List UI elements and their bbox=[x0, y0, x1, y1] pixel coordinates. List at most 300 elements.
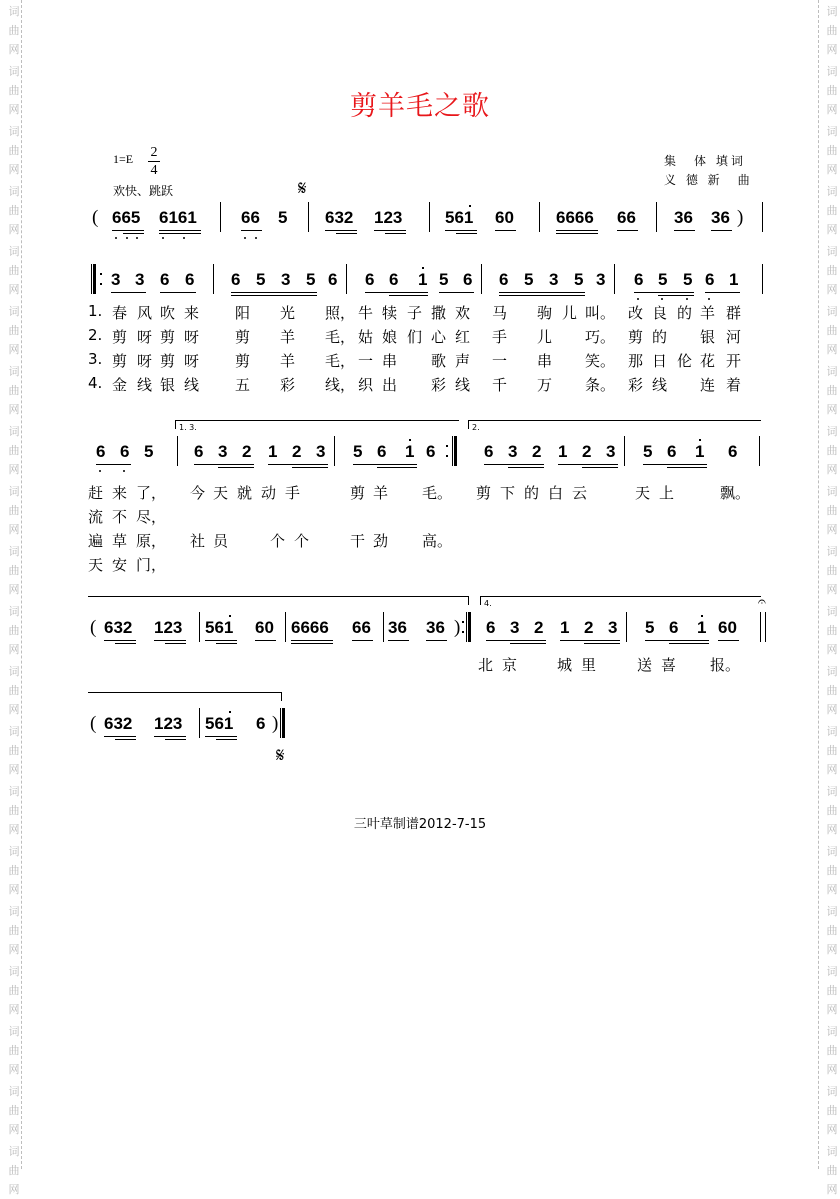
lyric-char: 改 bbox=[628, 304, 644, 322]
watermark-text: 词 曲 网 bbox=[826, 425, 838, 476]
lyric-char: 呀 bbox=[137, 352, 153, 370]
repeat-end-barline bbox=[466, 612, 471, 642]
note: 66 bbox=[617, 208, 636, 227]
time-signature-top: 2 bbox=[150, 145, 158, 160]
lyric-char: 娘 bbox=[382, 328, 398, 346]
watermark-text: 词 曲 网 bbox=[826, 965, 838, 1016]
note: 5 bbox=[524, 270, 534, 289]
fermata-icon: 𝄐 bbox=[758, 594, 766, 610]
lyric-char: 儿 bbox=[562, 304, 578, 322]
beam-line bbox=[352, 640, 373, 641]
note: 5 bbox=[658, 270, 668, 289]
lyric-char: 条。 bbox=[585, 376, 616, 394]
lyric-char: 剪 bbox=[160, 352, 176, 370]
watermark-text: 词 曲 网 bbox=[8, 125, 20, 176]
note: 66 bbox=[352, 618, 371, 637]
lyric-char: 万 bbox=[537, 376, 553, 394]
beam-line bbox=[154, 736, 186, 737]
note: 6666 bbox=[556, 208, 594, 227]
beam-line-2 bbox=[584, 643, 620, 644]
beam-line bbox=[645, 640, 709, 641]
beam-line bbox=[439, 292, 474, 293]
lyric-char: 红 bbox=[455, 328, 471, 346]
watermark-text: 词 曲 网 bbox=[826, 245, 838, 296]
lyric-char: 来 bbox=[112, 484, 128, 502]
note: 1 bbox=[268, 442, 278, 461]
segno-icon-end: 𝄋 bbox=[276, 743, 285, 767]
note: 632 bbox=[104, 618, 133, 637]
lyric-char: 呀 bbox=[184, 352, 200, 370]
high-octave-dot bbox=[409, 439, 411, 441]
note: 6 bbox=[499, 270, 509, 289]
beam-line-2 bbox=[115, 643, 136, 644]
lyric-char: 就 bbox=[237, 484, 253, 502]
lyric-char: 剪 bbox=[350, 484, 366, 502]
lyric-char: 报。 bbox=[710, 656, 741, 674]
lyric-char: 高。 bbox=[422, 532, 453, 550]
barline bbox=[624, 436, 625, 466]
beam-line-2 bbox=[556, 233, 598, 234]
beam-line-2 bbox=[165, 739, 186, 740]
beam-line-2 bbox=[216, 739, 237, 740]
verse-number: 2. bbox=[88, 326, 103, 344]
note: 6 bbox=[185, 270, 195, 289]
lyric-char: 干 bbox=[350, 532, 366, 550]
watermark-text: 词 曲 网 bbox=[8, 1085, 20, 1136]
lyric-char: 羊 bbox=[280, 352, 296, 370]
beam-line-2 bbox=[165, 643, 186, 644]
beam-line-2 bbox=[377, 467, 417, 468]
repeat-dot bbox=[462, 621, 464, 623]
segno-icon: 𝄋 bbox=[298, 176, 307, 200]
note: 5 bbox=[574, 270, 584, 289]
beam-line bbox=[231, 292, 317, 293]
barline bbox=[199, 708, 200, 738]
tempo-marking: 欢快、跳跃 bbox=[113, 184, 174, 198]
lyric-char: 手 bbox=[492, 328, 508, 346]
note: 123 bbox=[154, 618, 183, 637]
lyric-char: 原， bbox=[136, 532, 167, 550]
barline bbox=[220, 202, 221, 232]
lyric-char: 光 bbox=[280, 304, 296, 322]
barline bbox=[762, 264, 763, 294]
lyric-char: 个 bbox=[294, 532, 310, 550]
low-octave-dot bbox=[661, 298, 663, 300]
beam-line bbox=[159, 230, 201, 231]
note: 6 bbox=[484, 442, 494, 461]
lyric-char: 阳 bbox=[235, 304, 251, 322]
lyric-char: 撒 bbox=[431, 304, 447, 322]
key-signature: 1=E bbox=[113, 152, 134, 166]
watermark-text: 词 曲 网 bbox=[8, 65, 20, 116]
note: 6 bbox=[389, 270, 399, 289]
parenthesis: ( bbox=[90, 617, 97, 638]
lyric-char: 线 bbox=[455, 376, 471, 394]
barline bbox=[334, 436, 335, 466]
note: 123 bbox=[154, 714, 183, 733]
lyric-char: 彩 bbox=[628, 376, 644, 394]
note: 3 bbox=[549, 270, 559, 289]
beam-line bbox=[445, 230, 477, 231]
parenthesis: ) bbox=[737, 207, 744, 228]
watermark-text: 词 曲 网 bbox=[8, 5, 20, 56]
watermark-text: 词 曲 网 bbox=[826, 1145, 838, 1196]
lyric-char: 京 bbox=[502, 656, 518, 674]
watermark-text: 词 曲 网 bbox=[826, 1085, 838, 1136]
song-title: 剪羊毛之歌 bbox=[350, 91, 490, 122]
lyric-char: 送 bbox=[637, 656, 653, 674]
lyric-char: 儿 bbox=[537, 328, 553, 346]
lyric-char: 里 bbox=[581, 656, 597, 674]
lyric-char: 线， bbox=[325, 376, 356, 394]
right-margin-dashed-line bbox=[818, 0, 819, 1169]
watermark-text: 词 曲 网 bbox=[826, 305, 838, 356]
repeat-dot bbox=[446, 445, 448, 447]
lyric-char: 门， bbox=[136, 556, 167, 574]
lyric-char: 剪 bbox=[235, 352, 251, 370]
lyric-char: 子 bbox=[407, 304, 423, 322]
note: 5 bbox=[353, 442, 363, 461]
beam-line bbox=[674, 230, 695, 231]
lyric-char: 尽， bbox=[136, 508, 167, 526]
beam-line-2 bbox=[385, 233, 406, 234]
note: 5 bbox=[439, 270, 449, 289]
lyric-char: 社 bbox=[190, 532, 206, 550]
watermark-text: 词 曲 网 bbox=[826, 905, 838, 956]
verse-number: 4. bbox=[88, 374, 103, 392]
beam-line bbox=[154, 640, 186, 641]
final-barline bbox=[280, 708, 285, 738]
note: 632 bbox=[325, 208, 354, 227]
beam-line-2 bbox=[389, 295, 428, 296]
parenthesis: ( bbox=[92, 207, 99, 228]
note: 36 bbox=[711, 208, 730, 227]
lyric-char: 了， bbox=[136, 484, 167, 502]
note: 1 bbox=[405, 442, 415, 461]
barline bbox=[656, 202, 657, 232]
beam-line-2 bbox=[508, 467, 544, 468]
note: 1 bbox=[560, 618, 570, 637]
lyric-char: 剪 bbox=[476, 484, 492, 502]
lyric-char: 安 bbox=[112, 556, 128, 574]
lyric-char: 串 bbox=[382, 352, 398, 370]
note: 6 bbox=[463, 270, 473, 289]
low-octave-dot bbox=[183, 237, 185, 239]
high-octave-dot bbox=[699, 439, 701, 441]
note: 5 bbox=[683, 270, 693, 289]
barline bbox=[539, 202, 540, 232]
beam-line bbox=[160, 292, 196, 293]
lyric-char: 花 bbox=[700, 352, 716, 370]
beam-line-2 bbox=[123, 233, 144, 234]
watermark-text: 词 曲 网 bbox=[8, 725, 20, 776]
volta-bracket-4: 4. bbox=[480, 596, 761, 605]
barline bbox=[626, 612, 627, 642]
lyric-char: 上 bbox=[659, 484, 675, 502]
barline bbox=[199, 612, 200, 642]
verse-number: 1. bbox=[88, 302, 103, 320]
watermark-text: 词 曲 网 bbox=[826, 665, 838, 716]
lyric-char: 犊 bbox=[382, 304, 398, 322]
low-octave-dot bbox=[126, 237, 128, 239]
beam-line-2 bbox=[667, 467, 707, 468]
beam-line bbox=[711, 230, 732, 231]
lyricist-credit: 集 体 填词 bbox=[664, 154, 746, 168]
note: 632 bbox=[104, 714, 133, 733]
low-octave-dot bbox=[708, 298, 710, 300]
note: 6 bbox=[120, 442, 130, 461]
beam-line-2 bbox=[218, 467, 254, 468]
lyric-char: 今 bbox=[190, 484, 206, 502]
note: 665 bbox=[112, 208, 141, 227]
lyric-char: 银 bbox=[700, 328, 716, 346]
lyric-char: 们 bbox=[407, 328, 423, 346]
lyric-char: 笑。 bbox=[585, 352, 616, 370]
lyric-char: 羊 bbox=[373, 484, 389, 502]
lyric-char: 出 bbox=[382, 376, 398, 394]
beam-line bbox=[374, 230, 406, 231]
watermark-text: 词 曲 网 bbox=[826, 485, 838, 536]
note: 6 bbox=[328, 270, 338, 289]
lyric-char: 织 bbox=[358, 376, 374, 394]
lyric-char: 流 bbox=[88, 508, 104, 526]
low-octave-dot bbox=[637, 298, 639, 300]
lyric-char: 金 bbox=[112, 376, 128, 394]
low-octave-dot bbox=[244, 237, 246, 239]
note: 6 bbox=[667, 442, 677, 461]
lyric-char: 不 bbox=[112, 508, 128, 526]
note: 5 bbox=[306, 270, 316, 289]
verse-number: 3. bbox=[88, 350, 103, 368]
lyric-char: 河 bbox=[726, 328, 742, 346]
lyric-char: 赶 bbox=[88, 484, 104, 502]
credits bbox=[664, 152, 753, 190]
note: 36 bbox=[388, 618, 407, 637]
lyric-char: 银 bbox=[160, 376, 176, 394]
barline bbox=[285, 612, 286, 642]
watermark-text: 词 曲 网 bbox=[8, 1145, 20, 1196]
low-octave-dot bbox=[99, 470, 101, 472]
beam-line bbox=[96, 464, 131, 465]
note: 2 bbox=[582, 442, 592, 461]
beam-line bbox=[617, 230, 638, 231]
lyric-char: 毛。 bbox=[422, 484, 453, 502]
watermark-text: 词 曲 网 bbox=[8, 845, 20, 896]
watermark-text: 词 曲 网 bbox=[826, 125, 838, 176]
footer-credit: 三叶草制谱2012-7-15 bbox=[353, 817, 487, 832]
beam-line-2 bbox=[658, 295, 694, 296]
lyric-char: 线 bbox=[137, 376, 153, 394]
low-octave-dot bbox=[115, 237, 117, 239]
lyric-char: 线 bbox=[652, 376, 668, 394]
beam-line bbox=[291, 640, 333, 641]
parenthesis: ) bbox=[454, 617, 461, 638]
lyric-char: 的 bbox=[524, 484, 540, 502]
note: 6 bbox=[377, 442, 387, 461]
lyric-char: 姑 bbox=[358, 328, 374, 346]
lyric-char: 个 bbox=[270, 532, 286, 550]
watermark-text: 词 曲 网 bbox=[826, 545, 838, 596]
high-octave-dot bbox=[229, 711, 231, 713]
watermark-text: 词 曲 网 bbox=[8, 425, 20, 476]
watermark-text: 词 曲 网 bbox=[826, 605, 838, 656]
beam-line-2 bbox=[159, 233, 201, 234]
watermark-text: 词 曲 网 bbox=[826, 185, 838, 236]
lyric-char: 云 bbox=[572, 484, 588, 502]
watermark-text: 词 曲 网 bbox=[826, 1025, 838, 1076]
lyric-char: 着 bbox=[726, 376, 742, 394]
lyric-char: 剪 bbox=[112, 328, 128, 346]
note: 561 bbox=[445, 208, 474, 227]
beam-line bbox=[705, 292, 740, 293]
lyric-char: 开 bbox=[726, 352, 742, 370]
note: 6 bbox=[669, 618, 679, 637]
high-octave-dot bbox=[229, 615, 231, 617]
note: 5 bbox=[144, 442, 154, 461]
beam-line bbox=[560, 640, 620, 641]
beam-line bbox=[255, 640, 276, 641]
beam-line-2 bbox=[291, 643, 333, 644]
lyric-char: 呀 bbox=[184, 328, 200, 346]
lyric-char: 喜 bbox=[661, 656, 677, 674]
watermark-text: 词 曲 网 bbox=[8, 305, 20, 356]
lyric-char: 呀 bbox=[137, 328, 153, 346]
lyric-char: 城 bbox=[557, 656, 573, 674]
beam-line bbox=[499, 292, 585, 293]
note: 6666 bbox=[291, 618, 329, 637]
barline bbox=[762, 202, 763, 232]
barline bbox=[614, 264, 615, 294]
beam-line bbox=[388, 640, 409, 641]
watermark-text: 词 曲 网 bbox=[8, 905, 20, 956]
note: 561 bbox=[205, 714, 234, 733]
beam-line bbox=[111, 292, 146, 293]
lyric-char: 照， bbox=[325, 304, 356, 322]
note: 60 bbox=[255, 618, 274, 637]
lyric-char: 羊 bbox=[700, 304, 716, 322]
note: 60 bbox=[718, 618, 737, 637]
beam-line-2 bbox=[499, 295, 585, 296]
note: 60 bbox=[495, 208, 514, 227]
note: 66 bbox=[241, 208, 260, 227]
beam-line bbox=[205, 640, 237, 641]
beam-line-2 bbox=[669, 643, 709, 644]
note: 6 bbox=[728, 442, 738, 461]
repeat-dot bbox=[446, 455, 448, 457]
repeat-dot bbox=[462, 631, 464, 633]
watermark-text: 词 曲 网 bbox=[8, 485, 20, 536]
repeat-dot bbox=[100, 283, 102, 285]
note: 2 bbox=[242, 442, 252, 461]
lyric-char: 毛， bbox=[325, 352, 356, 370]
lyric-char: 春 bbox=[112, 304, 128, 322]
beam-line bbox=[484, 464, 544, 465]
note: 6 bbox=[486, 618, 496, 637]
beam-line bbox=[104, 736, 136, 737]
low-octave-dot bbox=[686, 298, 688, 300]
lyric-char: 马 bbox=[492, 304, 508, 322]
lyric-char: 白 bbox=[548, 484, 564, 502]
lyric-char: 串 bbox=[537, 352, 553, 370]
lyric-char: 剪 bbox=[235, 328, 251, 346]
watermark-text: 词 曲 网 bbox=[8, 605, 20, 656]
high-octave-dot bbox=[701, 615, 703, 617]
lyric-char: 心 bbox=[431, 328, 447, 346]
note: 123 bbox=[374, 208, 403, 227]
lyric-char: 手 bbox=[285, 484, 301, 502]
lyric-char: 北 bbox=[478, 656, 494, 674]
beam-line bbox=[556, 230, 598, 231]
watermark-text: 词 曲 网 bbox=[8, 965, 20, 1016]
watermark-text: 词 曲 网 bbox=[8, 245, 20, 296]
watermark-text: 词 曲 网 bbox=[826, 5, 838, 56]
watermark-text: 词 曲 网 bbox=[8, 185, 20, 236]
note: 3 bbox=[135, 270, 145, 289]
note: 2 bbox=[584, 618, 594, 637]
lyric-char: 动 bbox=[261, 484, 277, 502]
lyric-char: 天 bbox=[88, 556, 104, 574]
beam-line-2 bbox=[336, 233, 357, 234]
lyric-char: 羊 bbox=[280, 328, 296, 346]
barline bbox=[759, 436, 760, 466]
note: 1 bbox=[418, 270, 428, 289]
note: 5 bbox=[256, 270, 266, 289]
beam-line-2 bbox=[582, 467, 618, 468]
barline bbox=[481, 264, 482, 294]
note: 5 bbox=[643, 442, 653, 461]
lyric-char: 伦 bbox=[677, 352, 693, 370]
note: 6 bbox=[194, 442, 204, 461]
lyric-char: 来 bbox=[184, 304, 200, 322]
beam-line bbox=[104, 640, 136, 641]
repeat-start-barline bbox=[91, 264, 96, 294]
lyric-char: 草 bbox=[112, 532, 128, 550]
lyric-char: 下 bbox=[500, 484, 516, 502]
interlude-bracket bbox=[88, 596, 469, 605]
lyric-char: 遍 bbox=[88, 532, 104, 550]
beam-line bbox=[365, 292, 428, 293]
lyric-char: 欢 bbox=[455, 304, 471, 322]
note: 6 bbox=[256, 714, 266, 733]
note: 2 bbox=[532, 442, 542, 461]
time-signature bbox=[147, 144, 161, 179]
lyric-char: 良 bbox=[652, 304, 668, 322]
beam-line-2 bbox=[456, 233, 477, 234]
lyric-char: 叫。 bbox=[585, 304, 616, 322]
beam-line-2 bbox=[510, 643, 546, 644]
beam-line bbox=[325, 230, 357, 231]
barline bbox=[213, 264, 214, 294]
watermark-text: 词 曲 网 bbox=[826, 365, 838, 416]
composer-credit: 义 德 新 曲 bbox=[664, 173, 753, 187]
beam-line bbox=[112, 230, 144, 231]
watermark-text: 词 曲 网 bbox=[826, 65, 838, 116]
beam-line bbox=[495, 230, 516, 231]
lyric-char: 一 bbox=[492, 352, 508, 370]
low-octave-dot bbox=[123, 470, 125, 472]
lyric-char: 驹 bbox=[537, 304, 553, 322]
watermark-text: 词 曲 网 bbox=[8, 545, 20, 596]
lyric-char: 的 bbox=[652, 328, 668, 346]
lyric-char: 彩 bbox=[280, 376, 296, 394]
note: 5 bbox=[278, 208, 288, 227]
note: 6 bbox=[705, 270, 715, 289]
lyric-char: 剪 bbox=[160, 328, 176, 346]
lyric-char: 五 bbox=[235, 376, 251, 394]
note: 6 bbox=[160, 270, 170, 289]
barline bbox=[383, 612, 384, 642]
note: 1 bbox=[729, 270, 739, 289]
